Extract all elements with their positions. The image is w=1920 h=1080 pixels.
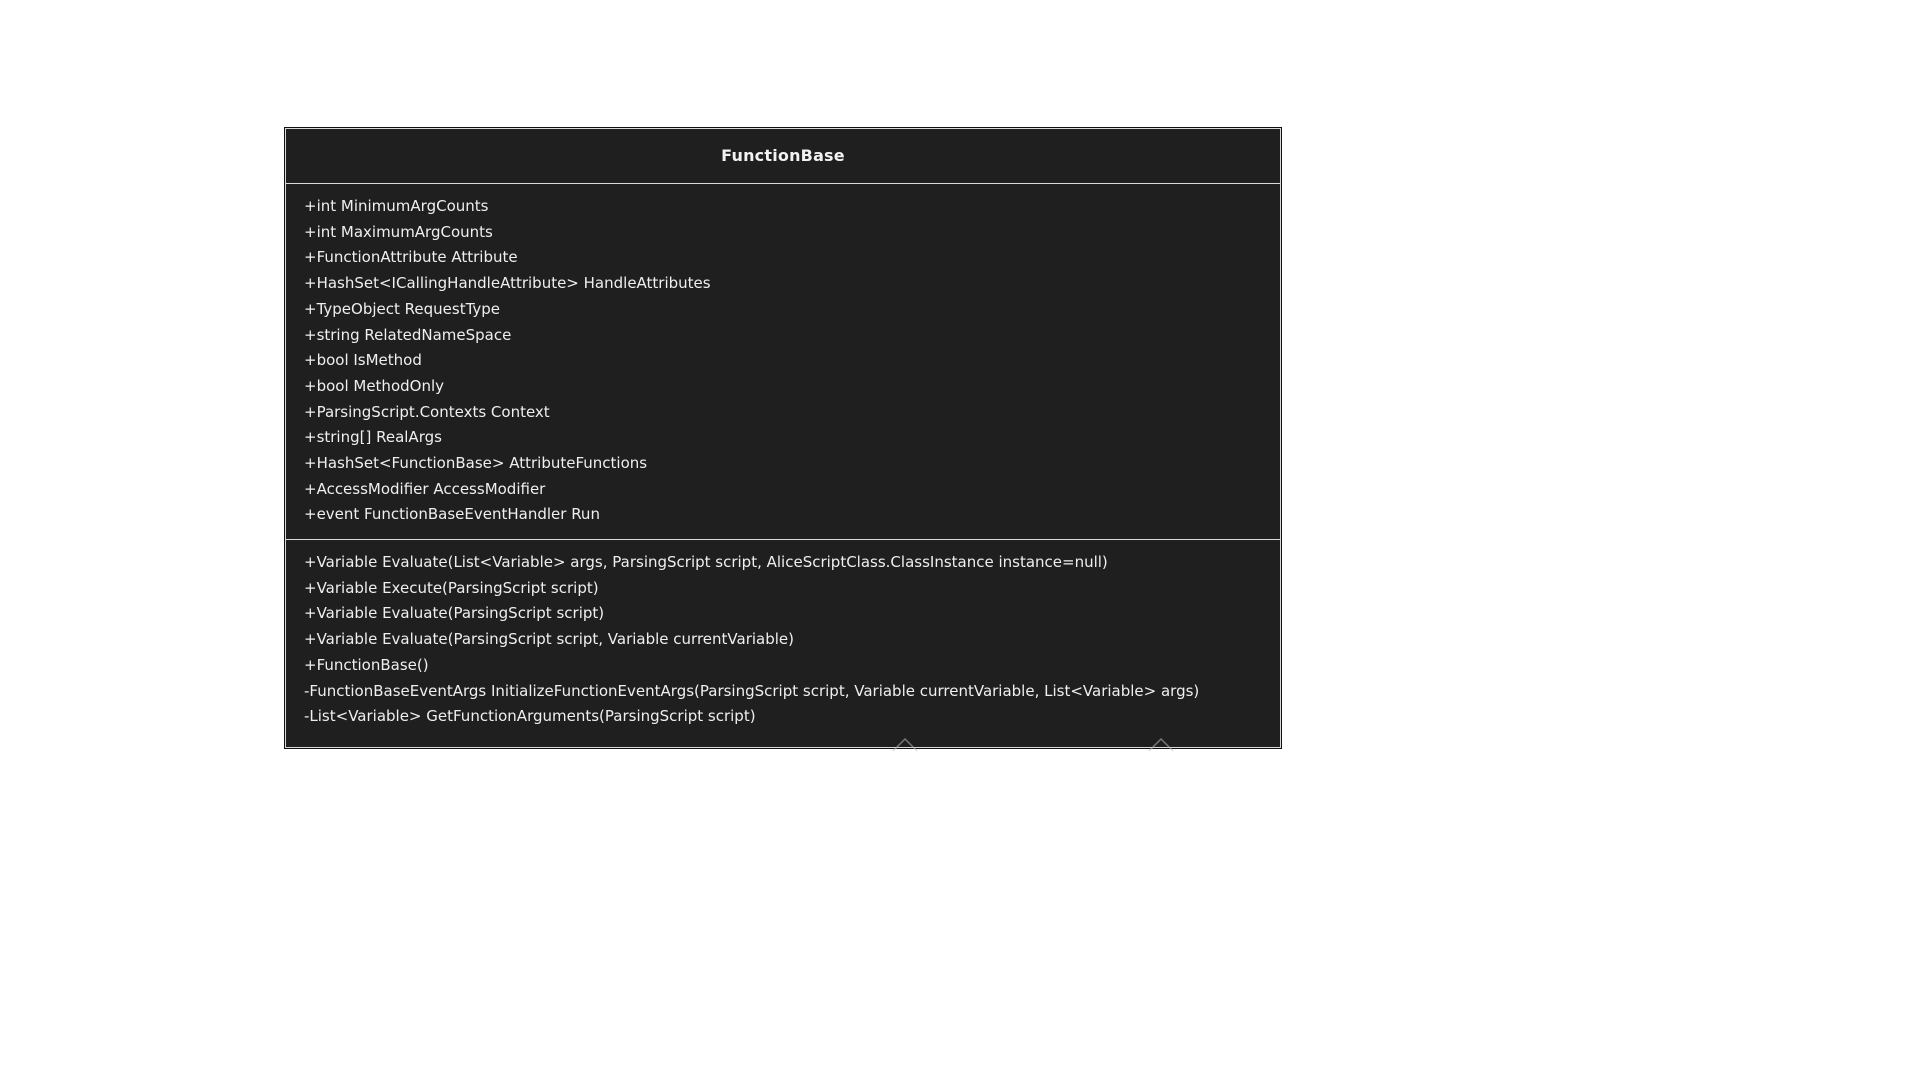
field-item: +string RelatedNameSpace (304, 325, 512, 344)
connector-arrowhead-icon (892, 738, 918, 752)
method-item: -List<Variable> GetFunctionArguments(ParsingScript script) (304, 707, 756, 726)
field-item: +ParsingScript.Contexts Context (304, 402, 550, 421)
fields-section (286, 184, 1280, 540)
method-item: +Variable Execute(ParsingScript script) (304, 578, 599, 597)
method-item: +Variable Evaluate(ParsingScript script, Variable currentVariable) (304, 630, 794, 649)
field-item: +bool MethodOnly (304, 376, 444, 395)
method-item: -FunctionBaseEventArgs InitializeFunctionEventArgs(ParsingScript script, Variable currentVariable, List<Variable> args) (304, 681, 1200, 700)
method-item: +Variable Evaluate(List<Variable> args, ParsingScript script, AliceScriptClass.ClassInstance instance=null) (304, 553, 1108, 571)
field-item: +HashSet<FunctionBase> AttributeFunctions (304, 454, 648, 473)
field-item: +int MinimumArgCounts (304, 197, 489, 215)
uml-class-functionbase[interactable] (285, 128, 1281, 748)
field-item: +TypeObject RequestType (304, 299, 501, 318)
field-item: +HashSet<ICallingHandleAttribute> HandleAttributes (304, 274, 711, 293)
field-item: +AccessModifier AccessModifier (304, 479, 546, 498)
field-item: +event FunctionBaseEventHandler Run (304, 505, 600, 524)
method-item: +Variable Evaluate(ParsingScript script) (304, 604, 605, 623)
field-item: +string[] RealArgs (304, 428, 442, 447)
field-item: +FunctionAttribute Attribute (304, 248, 518, 267)
field-item: +bool IsMethod (304, 351, 422, 370)
method-item: +FunctionBase() (304, 655, 429, 674)
class-title: FunctionBase (286, 129, 1280, 184)
methods-section (286, 540, 1280, 748)
field-item: +int MaximumArgCounts (304, 222, 493, 241)
connector-arrowhead-icon (1148, 738, 1174, 752)
